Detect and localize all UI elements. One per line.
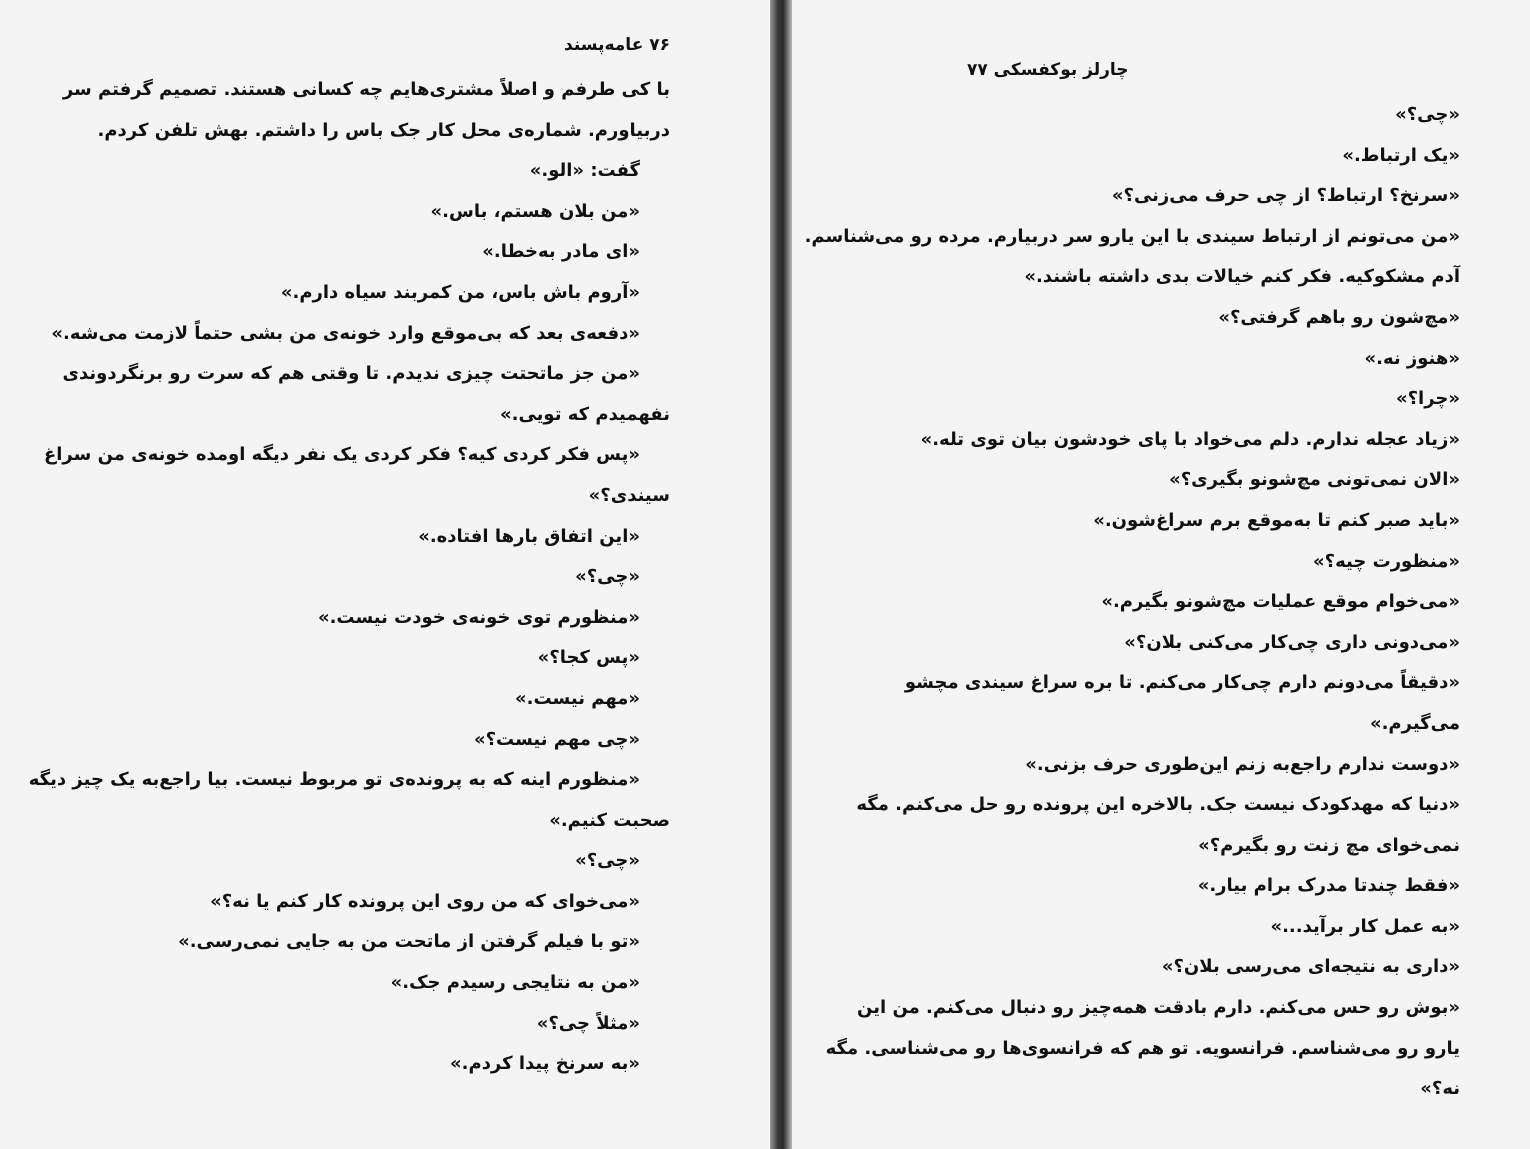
text-line: «مچ‌شون رو باهم گرفتی؟» <box>1218 306 1460 328</box>
text-line: می‌گیرم.» <box>1369 712 1460 734</box>
text-line: یارو رو می‌شناسم. فرانسویه. تو هم که فرانسوی‌ها رو می‌شناسی. مگه <box>825 1037 1460 1059</box>
text-line: «دوست ندارم راجع‌به زنم این‌طوری حرف بزنی.» <box>1025 753 1460 775</box>
text-line: «پس فکر کردی کیه؟ فکر کردی یک نفر دیگه اومده خونه‌ی من سراغ <box>43 444 640 466</box>
text-line: «مهم نیست.» <box>515 687 640 709</box>
text-line: «فقط چندتا مدرک برام بیار.» <box>1197 875 1460 897</box>
text-line: آدم مشکوکیه. فکر کنم خیالات بدی داشته باشند.» <box>1024 266 1460 288</box>
text-line: «منظورت چیه؟» <box>1313 550 1460 572</box>
right-page <box>792 0 1530 1149</box>
text-line: «یک ارتباط.» <box>1342 144 1460 166</box>
text-line: «سرنخ؟ ارتباط؟ از چی حرف می‌زنی؟» <box>1111 185 1460 207</box>
text-line: با کی طرفم و اصلاً مشتری‌هایم چه کسانی هستند. تصمیم گرفتم سر <box>62 79 670 100</box>
text-line: «من به نتایجی رسیدم جک.» <box>390 972 640 994</box>
text-line: «باید صبر کنم تا به‌موقع برم سراغ‌شون.» <box>1093 509 1460 531</box>
text-line: «من می‌تونم از ارتباط سیندی با این یارو سر دربیارم. مرده رو می‌شناسم. <box>804 225 1460 247</box>
right-page-body <box>804 95 1460 1110</box>
text-line: «منظورم اینه که به پرونده‌ی تو مربوط نیست. بیا راجع‌به یک چیز دیگه <box>28 769 640 791</box>
text-line: «به عمل کار برآید...» <box>1270 915 1460 937</box>
text-line: «زیاد عجله ندارم. دلم می‌خواد با پای خودشون بیان توی تله.» <box>920 428 1460 450</box>
text-line: «چی؟» <box>575 850 640 872</box>
text-line: «ای مادر به‌خطا.» <box>482 241 640 263</box>
text-line: «چی مهم نیست؟» <box>473 728 640 750</box>
text-line: «چی؟» <box>1395 104 1460 125</box>
text-line: «بوش رو حس می‌کنم. دارم بادقت همه‌چیز رو دنبال می‌کنم. من این <box>857 997 1460 1019</box>
text-line: سیندی؟» <box>588 484 670 506</box>
text-line: «داری به نتیجه‌ای می‌رسی بلان؟» <box>1161 956 1460 978</box>
text-line: «می‌خوام موقع عملیات مچ‌شونو بگیرم.» <box>1101 591 1460 613</box>
text-line: «تو با فیلم گرفتن از ماتحت من به جایی نمی‌رسی.» <box>178 931 640 953</box>
text-line: «من جز ماتحتت چیزی ندیدم. تا وقتی هم که سرت رو برنگردوندی <box>62 363 640 385</box>
text-line: «دفعه‌ی بعد که بی‌موقع وارد خونه‌ی من بشی حتماً لازمت می‌شه.» <box>51 322 640 344</box>
text-line: «دقیقاً می‌دونم دارم چی‌کار می‌کنم. تا بره سراغ سیندی مچشو <box>904 672 1460 694</box>
text-line: «به سرنخ پیدا کردم.» <box>450 1053 640 1075</box>
text-line: «این اتفاق بارها افتاده.» <box>418 525 640 547</box>
book-gutter <box>770 0 792 1149</box>
text-line: «دنیا که مهدکودک نیست جک. بالاخره این پرونده رو حل می‌کنم. مگه <box>856 794 1460 816</box>
left-page-body <box>12 70 670 1085</box>
text-line: گفت: «الو.» <box>529 160 640 182</box>
text-line: «هنوز نه.» <box>1364 347 1460 369</box>
right-page-header: چارلز بوکفسکی ۷۷ <box>967 60 1129 80</box>
text-line: نه؟» <box>1420 1078 1460 1100</box>
text-line: «الان نمی‌تونی مچ‌شونو بگیری؟» <box>1169 469 1460 491</box>
text-line: «می‌خوای که من روی این پرونده کار کنم یا نه؟» <box>210 890 640 912</box>
text-line: نفهمیدم که تویی.» <box>500 403 670 425</box>
left-page-header: ۷۶ عامه‌پسند <box>564 35 670 55</box>
text-line: «چرا؟» <box>1395 388 1460 410</box>
text-line: نمی‌خوای مچ زنت رو بگیرم؟» <box>1198 834 1460 856</box>
text-line: «منظورم توی خونه‌ی خودت نیست.» <box>317 606 640 628</box>
text-line: «آروم باش باس، من کمربند سیاه دارم.» <box>280 281 640 303</box>
text-line: «می‌دونی داری چی‌کار می‌کنی بلان؟» <box>1124 631 1460 653</box>
text-line: «من بلان هستم، باس.» <box>430 200 640 222</box>
text-line: «مثلاً چی؟» <box>536 1012 640 1034</box>
text-line: «پس کجا؟» <box>537 647 640 669</box>
text-line: صحبت کنیم.» <box>549 809 670 831</box>
text-line: دربیاورم. شماره‌ی محل کار جک باس را داشتم. بهش تلفن کردم. <box>97 119 670 141</box>
text-line: «چی؟» <box>575 566 640 588</box>
